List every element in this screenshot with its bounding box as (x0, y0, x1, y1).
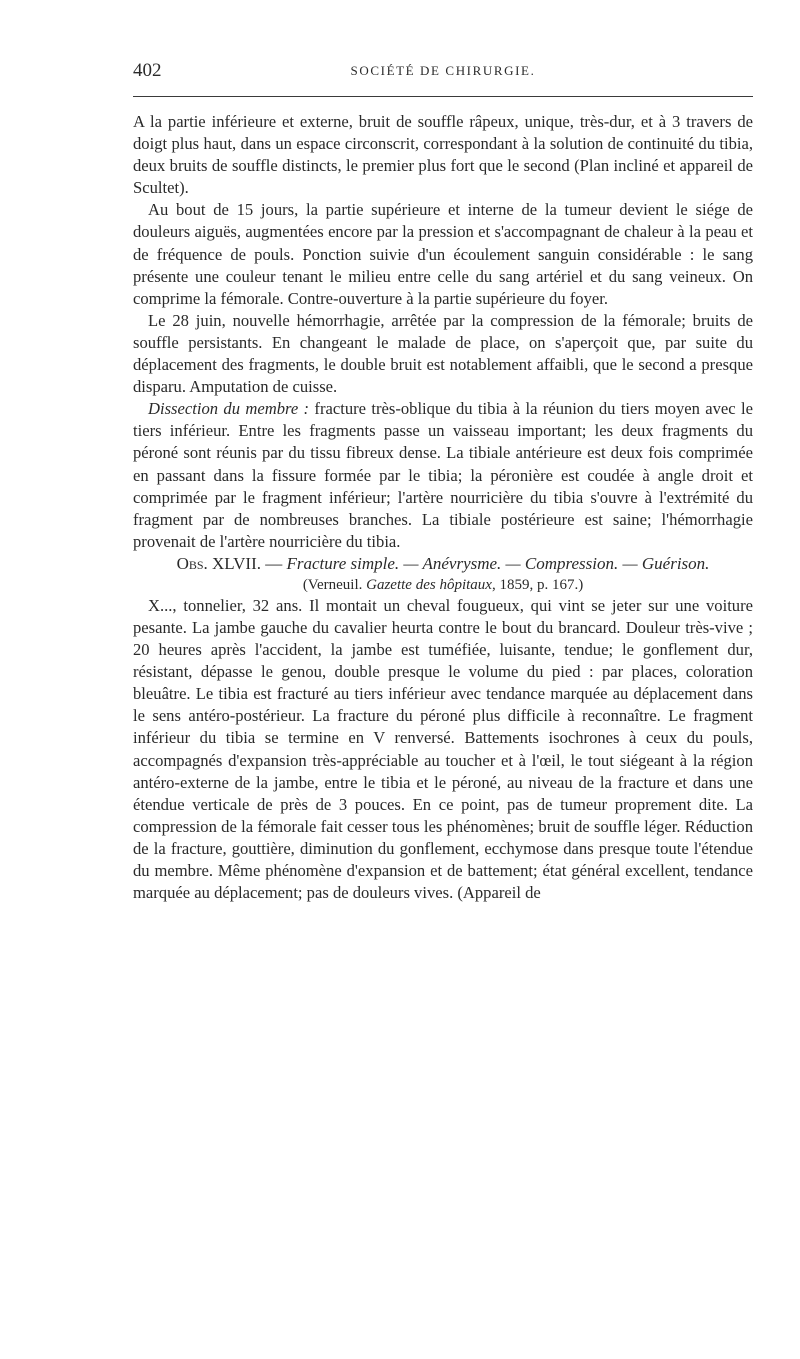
ref-details: , 1859, p. 167.) (491, 576, 584, 593)
paragraph-1: A la partie inférieure et externe, bruit de souffle râpeux, unique, très-dur, et à 3 travers de doigt plus haut, dans un espace circonscrit, correspondant à la solution de continuité du tibia, deux bruits de souffle distincts, le premier plus fort que le second (Plan incliné et appareil de Scultet). (133, 112, 753, 198)
running-head: SOCIÉTÉ DE CHIRURGIE. (350, 63, 536, 78)
observation-reference (133, 575, 753, 595)
dissection-text: fracture très-oblique du tibia à la réunion du tiers moyen avec le tiers inférieur. Entre les fragments passe un vaisseau important; les deux fragments du péroné sont réunis par du tissu fibreux dense. La tibiale antérieure est deux fois comprimée en passant dans la fissure formée par le tibia; la péronière est coudée à angle droit et comprimée par le fragment inférieur; l'artère nourricière du tibia s'ouvre à l'extrémité du fragment par de nombreuses branches. La tibiale postérieure est saine; l'hémorrhagie provenait de l'artère nourricière du tibia. (133, 399, 753, 551)
paragraph-3: Le 28 juin, nouvelle hémorrhagie, arrêtée par la compression de la fémorale; bruits de souffle persistants. En changeant le malade de place, on s'aperçoit que, par suite du déplacement des fragments, le double bruit est notablement affaibli, que le second a presque disparu. Amputation de cuisse. (133, 310, 753, 397)
paragraph-4 (133, 398, 753, 553)
page-header (133, 60, 753, 84)
ref-journal: Gazette des hôpitaux (366, 576, 492, 593)
body-text (133, 111, 753, 904)
page-number: 402 (133, 60, 162, 81)
paragraph-2: Au bout de 15 jours, la partie supérieure et interne de la tumeur devient le siége de douleurs aiguës, augmentées encore par la pression et s'accompagnant de chaleur à la peau et de fréquence de pouls. Ponction suivie d'un écoulement sanguin considérable : le sang présente une couleur tenant le milieu entre celle du sang artériel et du sang veineux. On comprime la fémorale. Contre-ouverture à la partie supérieure du foyer. (133, 200, 753, 308)
paragraph-5: X..., tonnelier, 32 ans. Il montait un cheval fougueux, qui vint se jeter sur une voiture pesante. La jambe gauche du cavalier heurta contre le bout du brancard. Douleur très-vive ; 20 heures après l'accident, la jambe est tuméfiée, luisante, tendue; le gonflement dur, résistant, dépasse le genou, double presque le volume du pied : par places, coloration bleuâtre. Le tibia est fracturé au tiers inférieur avec tendance marquée au déplacement dans le sens antéro-postérieur. La fracture du péroné plus difficile à reconnaître. Le fragment inférieur du tibia se termine en V renversé. Battements isochrones à ceux du pouls, accompagnés d'expansion très-appréciable au toucher et à l'œil, le tout siégeant à la région antéro-externe de la jambe, entre le tibia et le péroné, au niveau de la fracture et dans une étendue verticale de près de 3 pouces. En ce point, pas de tumeur proprement dite. La compression de la fémorale fait cesser tous les phénomènes; bruit de souffle léger. Réduction de la fracture, gouttière, diminution du gonflement, ecchymose dans presque toute l'étendue du membre. Même phénomène d'expansion et de battement; état général excellent, tendance marquée au déplacement; pas de douleurs vives. (Appareil de (133, 595, 753, 903)
ref-author: (Verneuil. (302, 576, 363, 593)
observation-label: Obs. XLVII. — (176, 553, 283, 573)
dissection-heading: Dissection du membre : (148, 399, 310, 419)
header-rule (133, 96, 753, 97)
observation-subject: Fracture simple. — Anévrysme. — Compression. — Guérison. (286, 553, 710, 573)
observation-title (133, 553, 753, 575)
